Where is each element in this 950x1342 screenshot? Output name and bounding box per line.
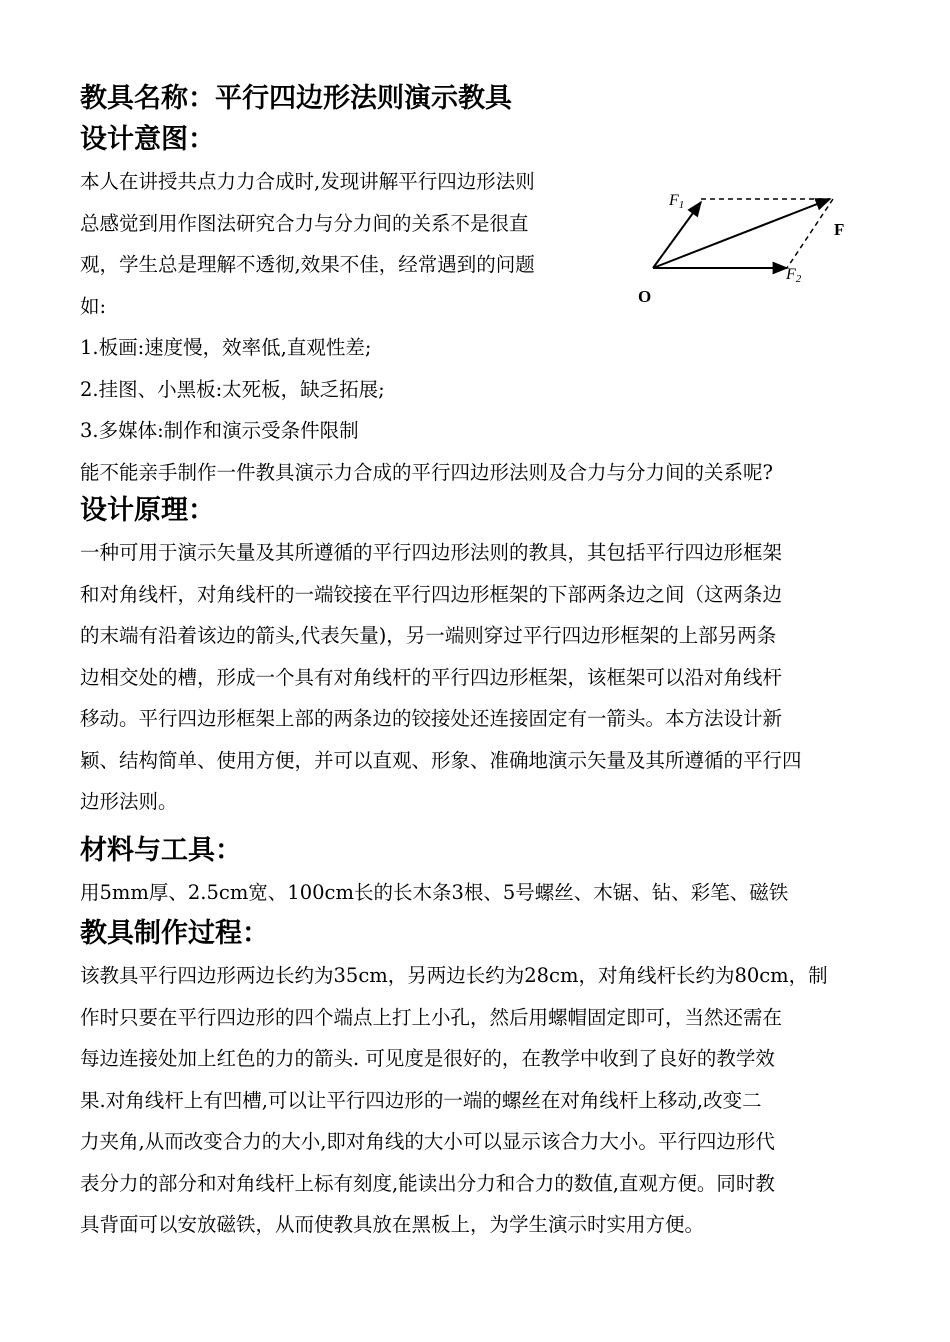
materials-heading: 材料与工具： <box>80 835 242 866</box>
principle-line: 边相交处的槽，形成一个具有对角线杆的平行四边形框架，该框架可以沿对角线杆 <box>80 665 783 689</box>
intent-line: 总感觉到用作图法研究合力与分力间的关系不是很直 <box>80 211 529 235</box>
intent-heading: 设计意图： <box>80 124 215 155</box>
principle-line: 边形法则。 <box>80 790 178 813</box>
intent-line: 2.挂图、小黑板:太死板，缺乏拓展; <box>80 377 385 401</box>
principle-line: 一种可用于演示矢量及其所遵循的平行四边形法则的教具，其包括平行四边形框架 <box>80 541 783 564</box>
intent-line: 1.板画:速度慢，效率低,直观性差; <box>80 336 372 359</box>
intent-line: 如: <box>80 294 107 318</box>
process-line: 作时只要在平行四边形的四个端点上打上小孔，然后用螺帽固定即可，当然还需在 <box>80 1005 783 1029</box>
process-line: 果.对角线杆上有凹槽,可以让平行四边形的一端的螺丝在对角线杆上移动,改变二 <box>80 1088 762 1112</box>
intent-line: 观，学生总是理解不透彻,效果不佳，经常遇到的问题 <box>80 253 535 276</box>
origin-label: O <box>638 287 652 306</box>
process-line: 具背面可以安放磁铁，从而使教具放在黑板上，为学生演示时实用方便。 <box>80 1213 705 1236</box>
principle-line: 颖、结构简单、使用方便，并可以直观、形象、准确地演示矢量及其所遵循的平行四 <box>80 748 802 772</box>
principle-heading: 设计原理： <box>80 495 215 526</box>
process-line: 力夹角,从而改变合力的大小,即对角线的大小可以显示该合力大小。平行四边形代 <box>80 1130 775 1153</box>
process-line: 该教具平行四边形两边长约为35cm，另两边长约为28cm，对角线杆长约为80cm，制 <box>80 964 828 987</box>
f2-label: F2 <box>786 266 802 285</box>
document-title: 教具名称：平行四边形法则演示教具 <box>80 83 512 114</box>
process-heading: 教具制作过程： <box>80 918 269 949</box>
materials-line: 用5mm厚、2.5cm宽、100cm长的长木条3根、5号螺丝、木锯、钻、彩笔、磁铁 <box>80 881 789 904</box>
process-line: 表分力的部分和对角线杆上标有刻度,能读出分力和合力的数值,直观方便。同时教 <box>80 1171 775 1195</box>
resultant-label: F <box>834 220 845 239</box>
process-line: 每边连接处加上红色的力的箭头. 可见度是很好的，在教学中收到了良好的教学效 <box>80 1047 775 1070</box>
principle-line: 的末端有沿着该边的箭头,代表矢量)，另一端则穿过平行四边形框架的上部另两条 <box>80 624 777 647</box>
principle-line: 和对角线杆，对角线杆的一端铰接在平行四边形框架的下部两条边之间（这两条边 <box>80 582 783 606</box>
intent-line: 能不能亲手制作一件教具演示力合成的平行四边形法则及合力与分力间的关系呢? <box>80 460 773 484</box>
f1-label: F1 <box>669 192 685 211</box>
intent-line: 3.多媒体:制作和演示受条件限制 <box>80 419 359 442</box>
principle-line: 移动。平行四边形框架上部的两条边的铰接处还连接固定有一箭头。本方法设计新 <box>80 707 783 730</box>
intent-line: 本人在讲授共点力力合成时,发现讲解平行四边形法则 <box>80 170 535 193</box>
right-dashed-line <box>787 199 833 268</box>
